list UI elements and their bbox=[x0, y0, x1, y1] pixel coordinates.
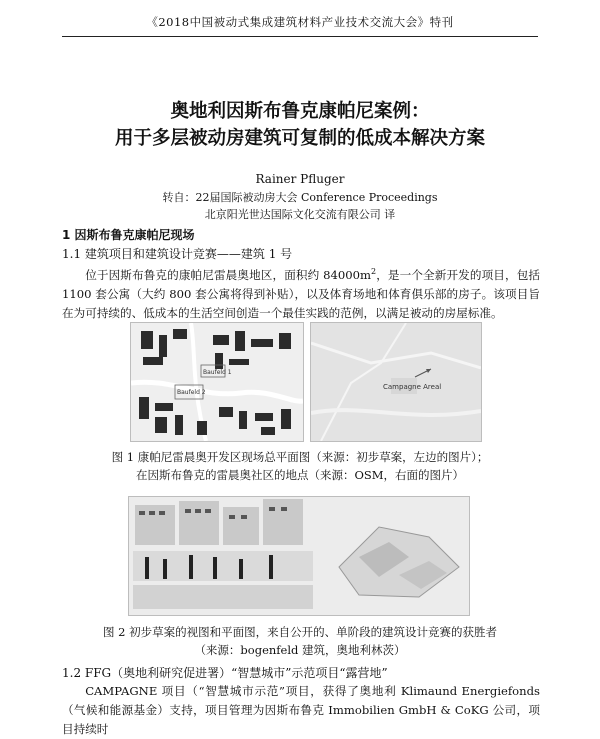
figure1-caption-line1: 图 1 康帕尼雷晨奥开发区现场总平面图（来源：初步草案，左边的图片）； bbox=[111, 450, 489, 464]
figure2-caption-line1: 图 2 初步草案的视图和平面图，来自公开的、单阶段的建筑设计竞赛的获胜者 bbox=[102, 625, 498, 639]
osm-location-figure bbox=[310, 322, 482, 442]
body-paragraph: 位于因斯布鲁克的康帕尼雷晨奥地区，面积约 $84000m^2$，是一个全新开发的项目，包括 1100 套公寓（大约 800 套公寓将得到补贴），以及体育场地和体育俱乐部的房子。该项目旨在为可持续的、低成本的生活空间创造一个最佳实践的范例，以满足被动的房屋标准。 bbox=[62, 267, 540, 320]
journal-header: 《2018中国被动式集成建筑材料产业技术交流大会》特刊 bbox=[146, 15, 454, 29]
article-title-line2: 用于多层被动房建筑可复制的低成本解决方案 bbox=[114, 128, 485, 149]
preliminary-draft-figure bbox=[128, 496, 470, 616]
translator: 北京阳光世达国际文化交流有限公司 译 bbox=[204, 208, 396, 221]
body-paragraph-2: CAMPAGNE 项目（“智慧城市示范”项目，获得了奥地利 Klimaund Energiefonds（气候和能源基金）支持，项目管理为因斯布鲁克 Immobilien GmbH & CoKG 公司，项目持续时 bbox=[62, 684, 540, 736]
subsection-heading-2: 1.2 FFG（奥地利研究促进署）“智慧城市”示范项目“露营地” bbox=[62, 666, 388, 680]
reprint-source: 转自：22届国际被动房大会 Conference Proceedings bbox=[162, 191, 438, 204]
osm-label: Campagne Areal bbox=[383, 383, 442, 391]
site-plan-figure bbox=[130, 322, 304, 442]
section-heading: 1 因斯布鲁克康帕尼现场 bbox=[62, 228, 195, 242]
map-label-baufeld-2: Baufeld 2 bbox=[177, 389, 206, 396]
map-label-baufeld-1: Baufeld 1 bbox=[203, 369, 232, 376]
author: Rainer Pfluger bbox=[255, 172, 345, 186]
figure2-caption-line2: （来源：bogenfeld 建筑，奥地利林茨） bbox=[194, 643, 406, 657]
article-title-line1: 奥地利因斯布鲁克康帕尼案例： bbox=[170, 101, 430, 122]
subsection-heading: 1.1 建筑项目和建筑设计竞赛——建筑 1 号 bbox=[62, 247, 293, 261]
header-rule bbox=[62, 36, 538, 37]
figure1-caption-line2: 在因斯布鲁克的雷晨奥社区的地点（来源：OSM，右面的图片） bbox=[135, 468, 465, 482]
